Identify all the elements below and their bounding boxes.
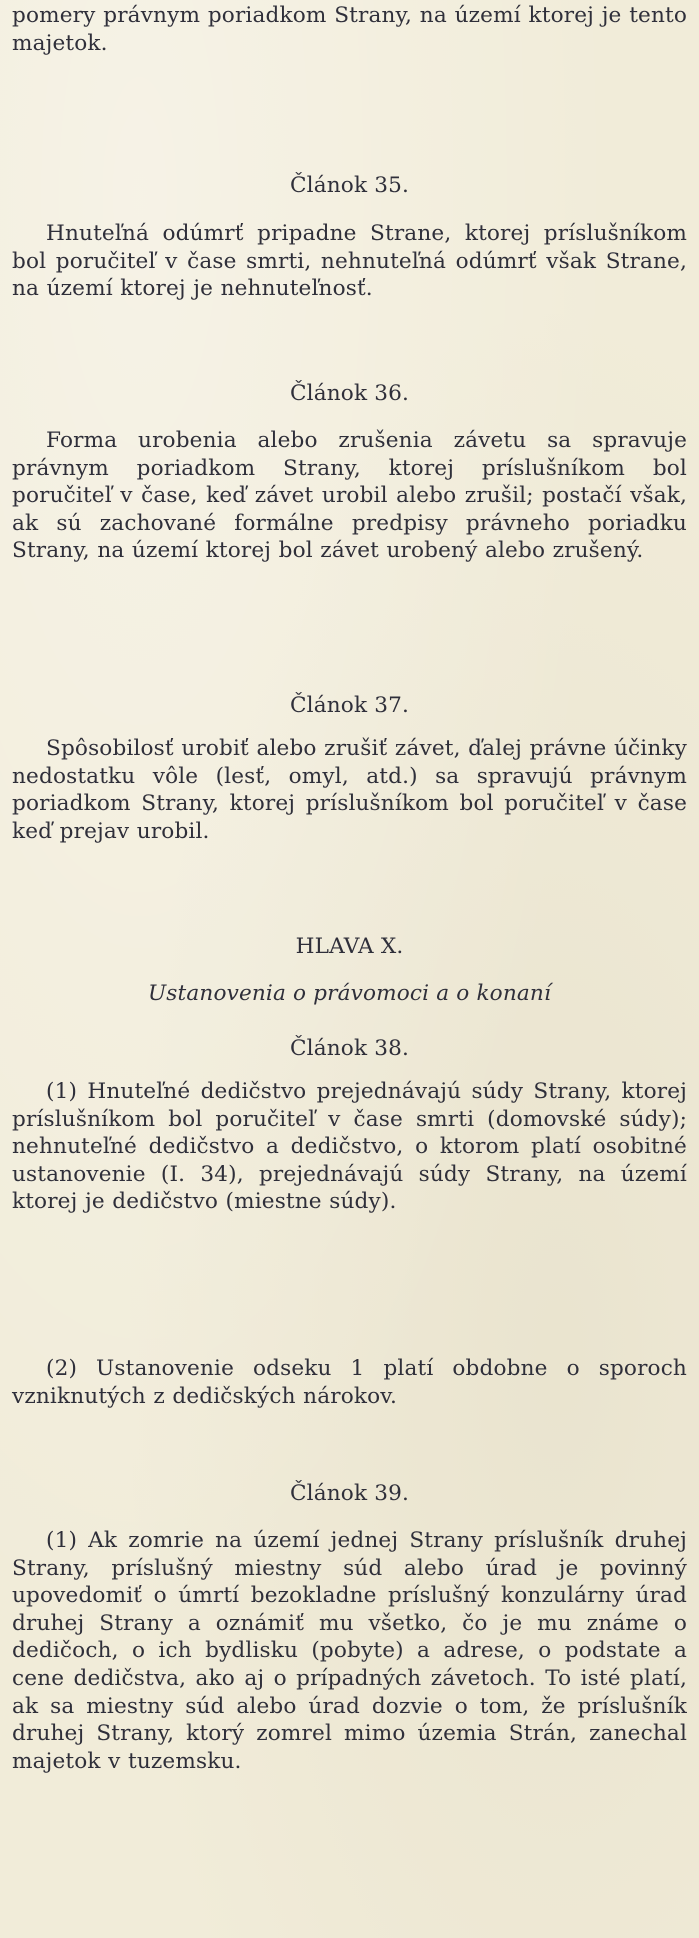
article-39-paragraph-1: (1) Ak zomrie na území jednej Strany príslušník druhej Strany, príslušný miestny súd alebo úrad je povinný upovedomiť o úmrtí bezokladne príslušný konzulárny úrad druhej Strany a oznámiť mu všetko, čo je mu známe o dedičoch, o ich bydlisku (pobyte) a adrese, o podstate a cene dedičstva, ako aj o prípadných závetoch. To isté platí, ak sa miestny súd alebo úrad dozvie o tom, že príslušník druhej Strany, ktorý zomrel mimo územia Strán, zanechal majetok v tuzemsku.: [12, 1528, 687, 1774]
article-38-paragraph-1: (1) Hnuteľné dedičstvo prejednávajú súdy Strany, ktorej príslušníkom bol poručiteľ v čase smrti (domovské súdy); nehnuteľné dedičstvo a dedičstvo, o ktorom platí osobitné ustanovenie (I. 34), prejednávajú súdy Strany, na území ktorej je dedičstvo (miestne súdy).: [12, 1079, 687, 1215]
article-36-text: Forma urobenia alebo zrušenia závetu sa spravuje právnym poriadkom Strany, ktorej príslušníkom bol poručiteľ v čase, keď závet urobil alebo zrušil; postačí však, ak sú zachované formálne predpisy právneho poriadku Strany, na území ktorej bol závet urobený alebo zrušený.: [12, 428, 687, 564]
chapter-subtitle: Ustanovenia o právomoci a o konaní: [147, 981, 552, 1006]
article-35-text: Hnuteľná odúmrť pripadne Strane, ktorej príslušníkom bol poručiteľ v čase smrti, nehnuteľná odúmrť však Strane, na území ktorej je nehnuteľnosť.: [12, 221, 687, 302]
continuation-paragraph: pomery právnym poriadkom Strany, na území ktorej je tento majetok.: [12, 3, 687, 56]
article-36-heading: Článok 36.: [289, 381, 409, 406]
article-37-heading: Článok 37.: [289, 693, 409, 718]
article-37-text: Spôsobilosť urobiť alebo zrušiť závet, ďalej právne účinky nedostatku vôle (lesť, omyl, atd.) sa spravujú právnym poriadkom Strany, ktorej príslušníkom bol poručiteľ v čase keď prejav urobil.: [12, 736, 687, 844]
article-38-heading: Článok 38.: [289, 1036, 409, 1061]
article-39-heading: Článok 39.: [289, 1481, 409, 1506]
article-38-paragraph-2: (2) Ustanovenie odseku 1 platí obdobne o sporoch vzniknutých z dedičských nárokov.: [12, 1356, 687, 1409]
article-35-heading: Článok 35.: [289, 173, 409, 198]
chapter-heading: HLAVA X.: [295, 934, 404, 959]
